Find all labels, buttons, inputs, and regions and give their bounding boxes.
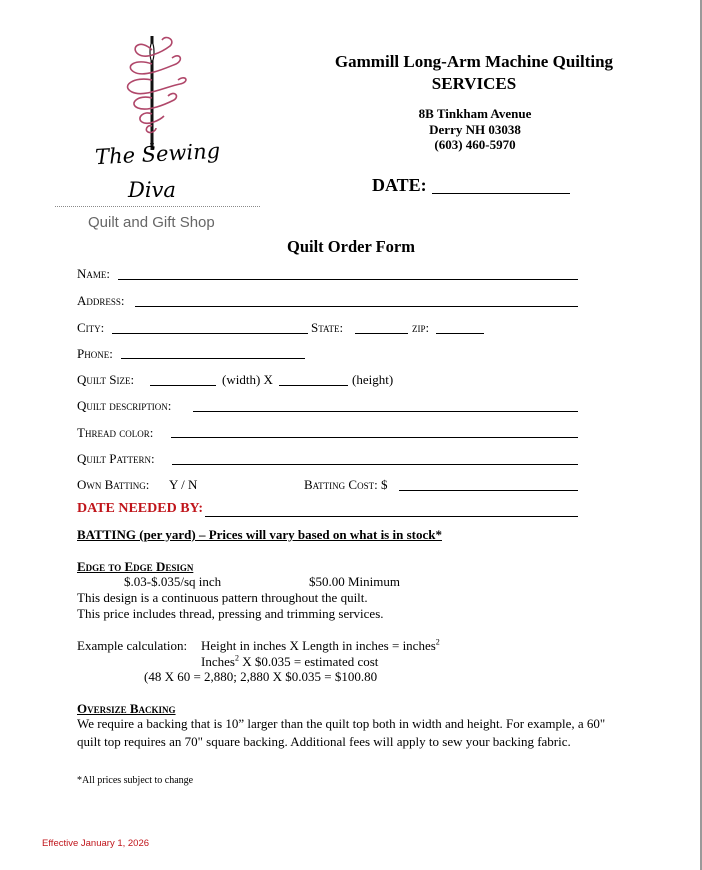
company-address <box>375 106 575 153</box>
city-label: City: <box>77 320 105 335</box>
calc-line-1 <box>201 638 440 654</box>
height-label: (height) <box>352 372 394 387</box>
calc-line-2 <box>201 654 378 670</box>
form-title: Quilt Order Form <box>287 237 416 256</box>
own-batting-options[interactable]: Y / N <box>169 477 198 492</box>
address-field[interactable] <box>135 306 578 307</box>
address-label: Address: <box>77 293 125 308</box>
own-batting-label: Own Batting: <box>77 477 150 492</box>
company-title: Gammill Long-Arm Machine Quilting <box>334 52 614 71</box>
batting-cost-label: Batting Cost: $ <box>304 477 388 492</box>
city-field[interactable] <box>112 333 308 334</box>
state-label: State: <box>311 320 344 335</box>
description-label: Quilt description: <box>77 398 172 413</box>
address-phone: (603) 460-5970 <box>434 137 516 152</box>
backing-heading: Oversize Backing <box>77 701 176 716</box>
address-city: Derry NH 03038 <box>429 121 521 137</box>
quilt-size-label: Quilt Size: <box>77 372 135 387</box>
calc-label: Example calculation: <box>77 638 188 653</box>
name-label: Name: <box>77 266 110 281</box>
calc-line-3: (48 X 60 = 2,880; 2,880 X $0.035 = $100.80 <box>144 669 378 684</box>
edge-desc-2: This price includes thread, pressing and trimming services. <box>77 606 384 621</box>
zip-field[interactable] <box>436 333 484 334</box>
calc-line-1-text: Height in inches X Length in inches = inches <box>201 638 436 653</box>
edge-price: $.03-$.035/sq inch <box>124 574 222 589</box>
logo-text-line2: Diva <box>128 178 176 202</box>
edge-minimum: $50.00 Minimum <box>309 574 401 589</box>
date-label: DATE: <box>372 175 427 195</box>
batting-heading: BATTING (per yard) – Prices will vary based on what is in stock* <box>77 527 442 542</box>
backing-line-2: quilt top requires an 70" square backing. Additional fees will apply to sew your backing fabric. <box>77 734 571 749</box>
name-field[interactable] <box>118 279 578 280</box>
quilt-width-field[interactable] <box>150 385 216 386</box>
calc-line-2b: X $0.035 = estimated cost <box>238 654 379 669</box>
logo-text-line1: The Sewing <box>94 138 221 170</box>
batting-cost-field[interactable] <box>399 490 578 491</box>
calc-line-1-sup: 2 <box>435 637 440 647</box>
pattern-label: Quilt Pattern: <box>77 451 155 466</box>
edge-heading: Edge to Edge Design <box>77 559 194 574</box>
quilt-height-field[interactable] <box>279 385 348 386</box>
calc-line-2a: Inches <box>201 654 235 669</box>
thread-color-label: Thread color: <box>77 425 154 440</box>
logo-divider <box>55 206 260 207</box>
phone-label: Phone: <box>77 346 113 361</box>
pattern-field[interactable] <box>172 464 578 465</box>
backing-line-1: We require a backing that is 10” larger than the quilt top both in width and height. For example, a 60" <box>77 716 606 731</box>
company-subtitle: SERVICES <box>431 74 517 93</box>
zip-label: zip: <box>412 320 430 335</box>
width-label: (width) X <box>222 372 273 387</box>
state-field[interactable] <box>355 333 408 334</box>
date-needed-field[interactable] <box>205 516 578 517</box>
phone-field[interactable] <box>121 358 305 359</box>
date-needed-label: DATE NEEDED BY: <box>77 501 204 516</box>
effective-date: Effective January 1, 2026 <box>42 838 150 849</box>
edge-desc-1: This design is a continuous pattern throughout the quilt. <box>77 590 368 605</box>
calc-line-2-sup: 2 <box>234 653 239 663</box>
footnote: *All prices subject to change <box>77 775 194 786</box>
thread-color-field[interactable] <box>171 437 578 438</box>
address-street: 8B Tinkham Avenue <box>418 106 532 121</box>
logo-shop-name: Quilt and Gift Shop <box>88 214 215 231</box>
date-field[interactable] <box>432 193 570 194</box>
description-field[interactable] <box>193 411 578 412</box>
